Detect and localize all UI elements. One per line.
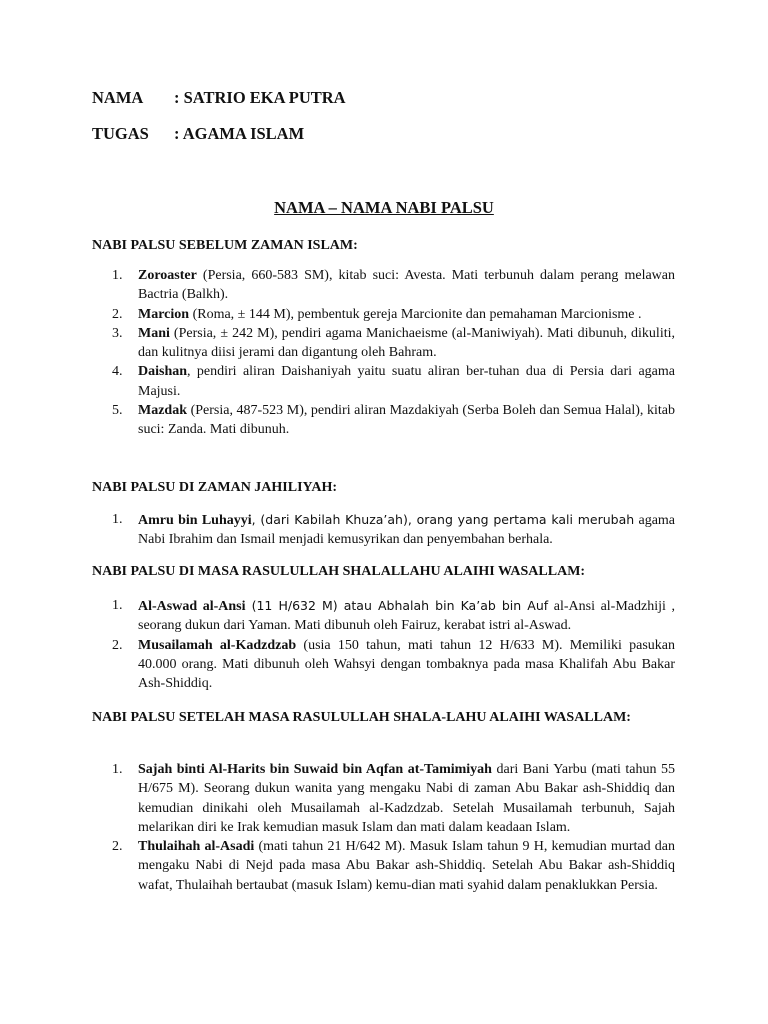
section-heading: NABI PALSU DI ZAMAN JAHILIYAH: (92, 480, 338, 495)
section-list (92, 510, 675, 550)
list-item: 2. Musailamah al-Kadzdzab (usia 150 tahun, mati tahun 12 H/633 M). Memiliki pasukan 40.000 orang. Mati dibunuh oleh Wahsyi dengan tombaknya pada masa Khalifah Abu Bakar Ash-Shiddiq. (112, 637, 675, 692)
list-item: 3. Mani (Persia, ± 242 M), pendiri agama Manichaeisme (al-Maniwiyah). Mati dibunuh, dikuliti, dan kulitnya diisi jerami dan digantung oleh Bahram. (112, 325, 675, 361)
list-item: 1. Sajah binti Al-Harits bin Suwaid bin Aqfan at-Tamimiyah dari Bani Yarbu (mati tahun 55 H/675 M). Seorang dukun wanita yang mengaku Nabi di zaman Abu Bakar ash-Shiddiq dan kemudian dinikahi oleh Musailamah al-Kadzdzab. Setelah Musailamah terbunuh, Sajah melarikan diri ke Irak kemudian masuk Islam dan mati dalam keadaan Islam. (112, 762, 675, 835)
name-label: NAMA (92, 88, 144, 107)
task-line (92, 124, 304, 144)
list-item: 2. Marcion (Roma, ± 144 M), pembentuk gereja Marcionite dan pemahaman Marcionisme . (112, 306, 642, 322)
list-item: 4. Daishan, pendiri aliran Daishaniyah yaitu suatu aliran ber-tuhan dua di Persia dari agama Majusi. (112, 364, 675, 399)
section-list (92, 760, 675, 895)
list-item: 5. Mazdak (Persia, 487-523 M), pendiri aliran Mazdakiyah (Serba Boleh dan Semua Halal), kitab suci: Zanda. Mati dibunuh. (112, 403, 675, 438)
list-item: 1. Zoroaster (Persia, 660-583 SM), kitab suci: Avesta. Mati terbunuh dalam perang melawan Bactria (Balkh). (112, 268, 675, 303)
list-item: 1. Al-Aswad al-Ansi (11 H/632 M) atau Abhalah bin Ka’ab bin Auf al-Ansi al-Madzhiji , seorang dukun dari Yaman. Mati dibunuh oleh Fairuz, kerabat istri al-Aswad. (112, 598, 675, 634)
list-item: 1. Amru bin Luhayyi, (dari Kabilah Khuza’ah), orang yang pertama kali merubah agama Nabi Ibrahim dan Ismail menjadi kemusyrikan dan penyembahan berhala. (112, 512, 676, 548)
section-heading: NABI PALSU SETELAH MASA RASULULLAH SHALA-LAHU ALAIHI WASALLAM: (92, 710, 631, 725)
task-label: TUGAS (92, 124, 149, 143)
section-heading: NABI PALSU SEBELUM ZAMAN ISLAM: (92, 238, 358, 253)
name-line (92, 88, 346, 108)
section-heading: NABI PALSU DI MASA RASULULLAH SHALALLAHU ALAIHI WASALLAM: (92, 564, 586, 579)
list-item: 2. Thulaihah al-Asadi (mati tahun 21 H/642 M). Masuk Islam tahun 9 H, kemudian murtad dan mengaku Nabi di Nejd pada masa Abu Bakar ash-Shiddiq. Setelah Abu Bakar ash-Shiddiq wafat, Thulaihah bertaubat (masuk Islam) kemu-dian mati syahid dalam penaklukkan Persia. (112, 839, 675, 893)
name-value: : SATRIO EKA PUTRA (174, 88, 346, 107)
document-title: NAMA – NAMA NABI PALSU (274, 198, 494, 217)
task-value: : AGAMA ISLAM (174, 124, 305, 143)
section-list (92, 266, 675, 440)
section-list (92, 596, 675, 693)
